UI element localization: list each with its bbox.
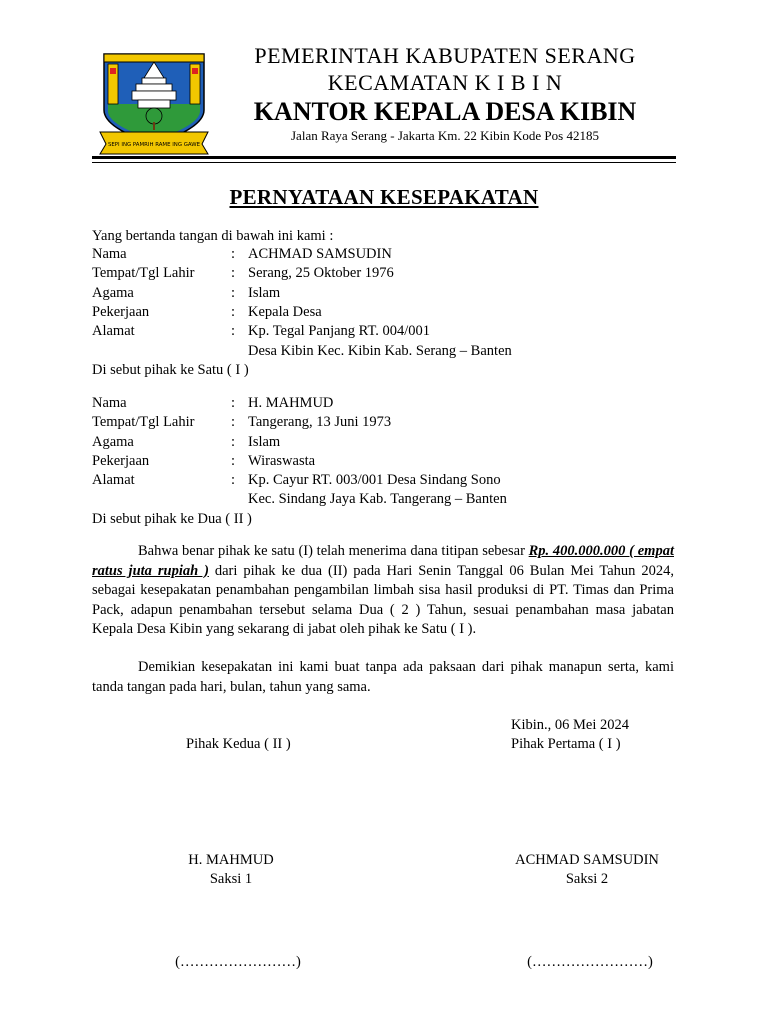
- document-title: PERNYATAAN KESEPAKATAN: [229, 185, 539, 209]
- letterhead-thick-rule: [92, 156, 676, 159]
- party1-value-address-line2: Desa Kibin Kec. Kibin Kab. Serang – Banten: [248, 343, 512, 359]
- party1-label-birth: Tempat/Tgl Lahir: [92, 265, 195, 281]
- party1-value-birth: Serang, 25 Oktober 1976: [248, 265, 394, 281]
- kabupaten-serang-emblem: [98, 48, 210, 156]
- party1-value-occupation: Kepala Desa: [248, 304, 322, 320]
- party1-label-occupation: Pekerjaan: [92, 304, 150, 320]
- colon: :: [231, 265, 236, 281]
- signature-left-name: H. MAHMUD: [188, 852, 274, 868]
- colon: :: [231, 323, 236, 339]
- colon: :: [231, 414, 236, 430]
- party2-label-birth: Tempat/Tgl Lahir: [92, 414, 195, 430]
- letterhead-office: KANTOR KEPALA DESA KIBIN: [253, 97, 637, 126]
- party1-label-address: Alamat: [92, 323, 135, 339]
- colon: :: [231, 246, 236, 262]
- party2-label-name: Nama: [92, 395, 127, 411]
- closing-paragraph: Demikian kesepakatan ini kami buat tanpa ada paksaan dari pihak manapun serta, kami tanda tangan pada hari, bulan, tahun yang sama.: [92, 659, 674, 695]
- agreement-text-after: dari pihak ke dua (II) pada Hari Senin Tanggal 06 Bulan Mei Tahun 2024, sebagai kesepakatan penambahan pengambilan limbah sisa hasil produksi di PT. Timas dan Prima Pack, adapun penambahan tersebut selama Dua ( 2 ) Tahun, sesuai penambahan masa jabatan Kepala Desa Kibin yang sekarang di jabat oleh pihak ke Satu ( I ).: [92, 562, 674, 637]
- party2-value-address-line2: Kec. Sindang Jaya Kab. Tangerang – Banten: [248, 491, 507, 507]
- party1-label-religion: Agama: [92, 285, 134, 301]
- party2-label-occupation: Pekerjaan: [92, 453, 150, 469]
- signature-right-role: Pihak Pertama ( I ): [511, 736, 621, 752]
- colon: :: [231, 472, 236, 488]
- party2-value-address: Kp. Cayur RT. 003/001 Desa Sindang Sono: [248, 472, 501, 488]
- party2-value-birth: Tangerang, 13 Juni 1973: [248, 414, 392, 430]
- party1-value-address: Kp. Tegal Panjang RT. 004/001: [248, 323, 431, 339]
- colon: :: [231, 285, 236, 301]
- intro-text: Yang bertanda tangan di bawah ini kami :: [92, 228, 334, 244]
- party2-label-address: Alamat: [92, 472, 135, 488]
- witness-2-label: Saksi 2: [565, 871, 609, 887]
- party1-label-name: Nama: [92, 246, 127, 262]
- letterhead-district: KECAMATAN K I B I N: [327, 70, 563, 95]
- witness-2-signature-blank: (……………………): [527, 954, 653, 970]
- witness-1-signature-blank: (……………………): [175, 954, 301, 970]
- agreement-paragraph: [92, 542, 674, 640]
- party2-label-religion: Agama: [92, 434, 134, 450]
- place-date: Kibin., 06 Mei 2024: [511, 717, 630, 733]
- letterhead-address: Jalan Raya Serang - Jakarta Km. 22 Kibin Kode Pos 42185: [291, 128, 599, 143]
- party1-value-religion: Islam: [248, 285, 281, 301]
- party1-value-name: ACHMAD SAMSUDIN: [248, 246, 392, 262]
- letterhead-thin-rule: [92, 162, 676, 163]
- party2-value-occupation: Wiraswasta: [248, 453, 316, 469]
- agreement-text-before: Bahwa benar pihak ke satu (I) telah menerima dana titipan sebesar: [138, 543, 529, 559]
- colon: :: [231, 453, 236, 469]
- witness-1-label: Saksi 1: [209, 871, 253, 887]
- signature-right-name: ACHMAD SAMSUDIN: [515, 852, 659, 868]
- svg-text:SEPI ING PAMRIH RAME ING GAWE: SEPI ING PAMRIH RAME ING GAWE: [107, 142, 201, 148]
- agreement-amount: Rp. 400.000.000 ( empat ratus juta rupiah ): [92, 543, 674, 579]
- party1-designation: Di sebut pihak ke Satu ( I ): [92, 362, 249, 378]
- colon: :: [231, 304, 236, 320]
- party2-value-name: H. MAHMUD: [248, 395, 334, 411]
- signature-left-role: Pihak Kedua ( II ): [186, 736, 291, 752]
- party2-value-religion: Islam: [248, 434, 281, 450]
- party2-designation: Di sebut pihak ke Dua ( II ): [92, 511, 252, 527]
- colon: :: [231, 395, 236, 411]
- letterhead-government: PEMERINTAH KABUPATEN SERANG: [254, 43, 636, 68]
- colon: :: [231, 434, 236, 450]
